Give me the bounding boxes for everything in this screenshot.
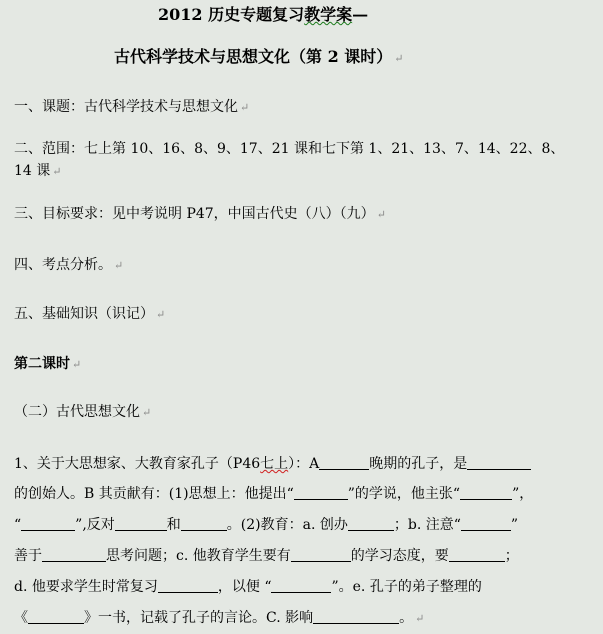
lesson-heading bbox=[14, 355, 81, 374]
blank bbox=[115, 516, 167, 531]
question-line-5 bbox=[14, 578, 482, 596]
q1-text-b: 七上 bbox=[260, 456, 289, 472]
question-line-1 bbox=[14, 455, 531, 473]
paragraph-mark-icon: ↵ bbox=[72, 358, 82, 371]
section-goals-text: 三、目标要求：见中考说明 P47，中国古代史（八）（九） bbox=[14, 206, 375, 222]
sub-heading-text: （二）古代思想文化 bbox=[14, 404, 140, 420]
section-basics-text: 五、基础知识（识记） bbox=[14, 306, 154, 322]
q4-text-c: 的学习态度，要 bbox=[350, 548, 449, 564]
section-analysis-text: 四、考点分析。 bbox=[14, 257, 112, 273]
document-title bbox=[158, 6, 368, 24]
q2-text-c: ”， bbox=[512, 486, 534, 502]
q1-text-a: 1、关于大思想家、大教育家孔子（P46 bbox=[14, 456, 261, 472]
section-topic-text: 一、课题：古代科学技术与思想文化 bbox=[14, 99, 238, 115]
document-subtitle bbox=[114, 48, 404, 68]
q4-text-a: 善于 bbox=[14, 548, 42, 564]
paragraph-mark-icon: ↵ bbox=[52, 165, 62, 178]
q3-text-b: ”,反对 bbox=[75, 517, 115, 533]
title-suffix: — bbox=[352, 5, 369, 24]
blank bbox=[313, 609, 399, 624]
paragraph-mark-icon: ↵ bbox=[114, 259, 124, 272]
section-scope-cont bbox=[14, 162, 61, 181]
q6-text-b: 》一书，记载了孔子的言论。C. 影响 bbox=[84, 610, 314, 626]
q2-text-a: 的创始人。B 其贡献有：(1)思想上：他提出“ bbox=[14, 486, 294, 502]
blank bbox=[158, 578, 218, 593]
q4-text-d: ； bbox=[504, 548, 519, 564]
section-scope bbox=[14, 140, 564, 158]
blank bbox=[181, 516, 227, 531]
q1-text-c: ）：A bbox=[288, 456, 320, 472]
section-topic bbox=[14, 98, 249, 117]
q3-text-f: ” bbox=[510, 517, 519, 533]
q5-text-c: ”。e. 孔子的弟子整理的 bbox=[331, 579, 482, 595]
sub-heading bbox=[14, 403, 151, 422]
blank bbox=[319, 455, 369, 470]
paragraph-mark-icon: ↵ bbox=[156, 308, 166, 321]
section-analysis bbox=[14, 256, 123, 275]
q6-text-c: 。 bbox=[399, 610, 414, 626]
q6-text-a: 《 bbox=[14, 610, 28, 626]
title-prefix: 2012 历史专题复习 bbox=[158, 5, 305, 24]
q3-text-c: 和 bbox=[166, 517, 181, 533]
paragraph-mark-icon: ↵ bbox=[240, 101, 250, 114]
section-basics bbox=[14, 305, 165, 324]
blank bbox=[42, 547, 106, 562]
paragraph-mark-icon: ↵ bbox=[394, 52, 404, 65]
blank bbox=[467, 455, 531, 470]
blank bbox=[461, 516, 511, 531]
q3-text-a: “ bbox=[14, 517, 22, 533]
q3-text-d: 。(2)教育：a. 创办 bbox=[226, 517, 348, 533]
paragraph-mark-icon: ↵ bbox=[142, 406, 152, 419]
blank bbox=[348, 516, 394, 531]
blank bbox=[291, 547, 351, 562]
paragraph-mark-icon: ↵ bbox=[415, 612, 425, 625]
blank bbox=[271, 578, 331, 593]
q3-text-e: ；b. 注意“ bbox=[393, 517, 461, 533]
blank bbox=[28, 609, 84, 624]
section-scope-text: 二、范围：七上第 10、16、8、9、17、21 课和七下第 1、21、13、7、14、22、8、 bbox=[14, 141, 565, 157]
question-line-2 bbox=[14, 485, 533, 503]
question-line-3 bbox=[14, 516, 518, 534]
q5-text-b: ，以便 “ bbox=[217, 579, 272, 595]
blank bbox=[294, 485, 348, 500]
lesson-heading-text: 第二课时 bbox=[14, 356, 70, 372]
question-line-4 bbox=[14, 547, 519, 565]
q4-text-b: 思考问题；c. 他教育学生要有 bbox=[106, 548, 291, 564]
question-line-6 bbox=[14, 609, 424, 628]
q1-text-d: 晚期的孔子，是 bbox=[369, 456, 468, 472]
section-scope-text-cont: 14 课 bbox=[14, 163, 51, 179]
title-squiggled-word: 教学案 bbox=[304, 5, 353, 24]
blank bbox=[21, 516, 75, 531]
subtitle-text: 古代科学技术与思想文化（第 2 课时） bbox=[114, 47, 393, 66]
q2-text-b: ”的学说，他主张“ bbox=[347, 486, 461, 502]
blank bbox=[449, 547, 505, 562]
paragraph-mark-icon: ↵ bbox=[376, 208, 386, 221]
section-goals bbox=[14, 205, 386, 224]
q5-text-a: d. 他要求学生时常复习 bbox=[14, 579, 158, 595]
blank bbox=[460, 485, 512, 500]
